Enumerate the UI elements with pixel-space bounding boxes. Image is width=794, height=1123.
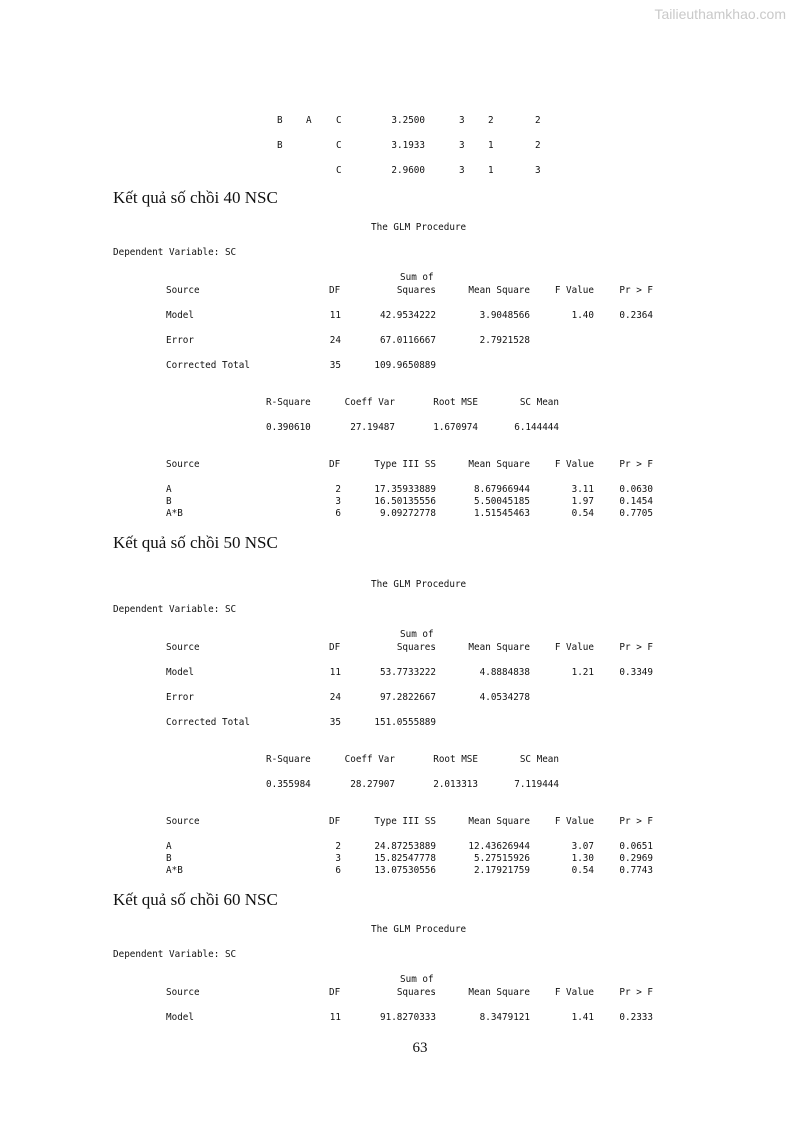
row-f: 1.30 <box>571 853 594 864</box>
group-trt: 2 <box>488 115 494 126</box>
col-sc-mean: SC Mean <box>519 754 559 765</box>
group-letter: A <box>306 115 312 126</box>
row-ss: 53.7733222 <box>380 667 436 678</box>
row-df: 2 <box>335 841 341 852</box>
col-df: DF <box>329 816 341 827</box>
page-number: 63 <box>412 1040 428 1056</box>
col-ss: Squares <box>396 642 436 653</box>
group-trt: 1 <box>488 165 494 176</box>
group-n: 3 <box>459 115 465 126</box>
col-p: Pr > F <box>619 459 653 470</box>
col-source: Source <box>166 285 200 296</box>
row-source: A <box>166 841 172 852</box>
group-n: 3 <box>459 140 465 151</box>
row-p: 0.3349 <box>619 667 653 678</box>
row-df: 35 <box>329 360 341 371</box>
row-ss: 42.9534222 <box>380 310 436 321</box>
row-ms: 5.50045185 <box>474 496 530 507</box>
col-f: F Value <box>554 816 594 827</box>
col-p: Pr > F <box>619 816 653 827</box>
row-ss: 91.8270333 <box>380 1012 436 1023</box>
col-f: F Value <box>554 459 594 470</box>
row-f: 0.54 <box>571 508 594 519</box>
group-rep: 2 <box>535 140 541 151</box>
group-rep: 2 <box>535 115 541 126</box>
row-f: 3.11 <box>571 484 594 495</box>
group-n: 3 <box>459 165 465 176</box>
row-source: A*B <box>166 865 183 876</box>
col-ms: Mean Square <box>468 987 530 998</box>
row-ms: 3.9048566 <box>479 310 530 321</box>
row-f: 1.97 <box>571 496 594 507</box>
col-sum-of: Sum of <box>400 629 434 640</box>
col-df: DF <box>329 642 341 653</box>
row-source: Error <box>166 335 194 346</box>
col-coeff-var: Coeff Var <box>344 397 395 408</box>
row-df: 35 <box>329 717 341 728</box>
row-ss: 109.9650889 <box>374 360 436 371</box>
val-coeff-var: 28.27907 <box>350 779 395 790</box>
section-heading: Kết quả số chồi 50 NSC <box>113 533 278 552</box>
col-df: DF <box>329 987 341 998</box>
row-f: 3.07 <box>571 841 594 852</box>
row-ss: 15.82547778 <box>374 853 436 864</box>
group-letter: B <box>277 140 283 151</box>
val-root-mse: 2.013313 <box>433 779 478 790</box>
row-df: 24 <box>329 692 341 703</box>
section-heading: Kết quả số chồi 40 NSC <box>113 188 278 207</box>
row-df: 11 <box>329 1012 341 1023</box>
procedure-title: The GLM Procedure <box>371 924 467 935</box>
row-p: 0.2364 <box>619 310 653 321</box>
row-df: 2 <box>335 484 341 495</box>
group-letter: C <box>336 165 342 176</box>
row-source: B <box>166 496 172 507</box>
row-p: 0.0630 <box>619 484 653 495</box>
col-source: Source <box>166 642 200 653</box>
row-ss: 13.07530556 <box>374 865 436 876</box>
row-ms: 12.43626944 <box>468 841 530 852</box>
dependent-variable: Dependent Variable: SC <box>113 604 237 615</box>
group-letter: B <box>277 115 283 126</box>
procedure-title: The GLM Procedure <box>371 222 467 233</box>
dependent-variable: Dependent Variable: SC <box>113 247 237 258</box>
col-p: Pr > F <box>619 285 653 296</box>
row-f: 0.54 <box>571 865 594 876</box>
val-rsquare: 0.390610 <box>266 422 311 433</box>
col-sum-of: Sum of <box>400 272 434 283</box>
row-source: Model <box>166 667 194 678</box>
group-letter: C <box>336 115 342 126</box>
group-letter: C <box>336 140 342 151</box>
group-mean: 2.9600 <box>391 165 425 176</box>
col-p: Pr > F <box>619 642 653 653</box>
row-df: 6 <box>335 508 341 519</box>
col-ms: Mean Square <box>468 816 530 827</box>
group-rep: 3 <box>535 165 541 176</box>
row-ms: 2.17921759 <box>474 865 530 876</box>
row-df: 3 <box>335 496 341 507</box>
watermark: Tailieuthamkhao.com <box>654 6 786 22</box>
row-ms: 2.7921528 <box>479 335 530 346</box>
col-ss: Type III SS <box>374 459 436 470</box>
col-f: F Value <box>554 642 594 653</box>
val-coeff-var: 27.19487 <box>350 422 395 433</box>
row-ss: 9.09272778 <box>380 508 436 519</box>
val-root-mse: 1.670974 <box>433 422 478 433</box>
col-sc-mean: SC Mean <box>519 397 559 408</box>
row-ss: 24.87253889 <box>374 841 436 852</box>
col-ms: Mean Square <box>468 459 530 470</box>
col-source: Source <box>166 816 200 827</box>
col-sum-of: Sum of <box>400 974 434 985</box>
row-source: A*B <box>166 508 183 519</box>
col-source: Source <box>166 987 200 998</box>
row-p: 0.2969 <box>619 853 653 864</box>
row-source: Model <box>166 1012 194 1023</box>
col-coeff-var: Coeff Var <box>344 754 395 765</box>
row-ss: 17.35933889 <box>374 484 436 495</box>
col-p: Pr > F <box>619 987 653 998</box>
col-rsquare: R-Square <box>266 397 311 408</box>
row-ms: 5.27515926 <box>474 853 530 864</box>
row-f: 1.40 <box>571 310 594 321</box>
row-ms: 4.0534278 <box>479 692 530 703</box>
row-ss: 97.2822667 <box>380 692 436 703</box>
row-p: 0.7705 <box>619 508 653 519</box>
section-heading: Kết quả số chồi 60 NSC <box>113 890 278 909</box>
group-mean: 3.2500 <box>391 115 425 126</box>
row-ms: 1.51545463 <box>474 508 530 519</box>
row-df: 11 <box>329 667 341 678</box>
group-mean: 3.1933 <box>391 140 425 151</box>
row-p: 0.1454 <box>619 496 653 507</box>
col-rsquare: R-Square <box>266 754 311 765</box>
col-ms: Mean Square <box>468 285 530 296</box>
col-ms: Mean Square <box>468 642 530 653</box>
val-sc-mean: 7.119444 <box>514 779 559 790</box>
col-source: Source <box>166 459 200 470</box>
row-df: 24 <box>329 335 341 346</box>
col-ss: Squares <box>396 987 436 998</box>
row-ss: 67.0116667 <box>380 335 436 346</box>
col-root-mse: Root MSE <box>433 754 478 765</box>
row-df: 3 <box>335 853 341 864</box>
val-sc-mean: 6.144444 <box>514 422 559 433</box>
col-ss: Type III SS <box>374 816 436 827</box>
col-f: F Value <box>554 285 594 296</box>
row-p: 0.7743 <box>619 865 653 876</box>
row-source: Error <box>166 692 194 703</box>
row-ss: 151.0555889 <box>374 717 436 728</box>
col-root-mse: Root MSE <box>433 397 478 408</box>
row-ms: 4.8884838 <box>479 667 530 678</box>
row-source: A <box>166 484 172 495</box>
dependent-variable: Dependent Variable: SC <box>113 949 237 960</box>
row-ss: 16.50135556 <box>374 496 436 507</box>
col-f: F Value <box>554 987 594 998</box>
row-p: 0.0651 <box>619 841 653 852</box>
row-df: 6 <box>335 865 341 876</box>
row-f: 1.41 <box>571 1012 594 1023</box>
row-source: Corrected Total <box>166 717 250 728</box>
row-ms: 8.3479121 <box>479 1012 530 1023</box>
group-trt: 1 <box>488 140 494 151</box>
row-source: Corrected Total <box>166 360 250 371</box>
row-source: Model <box>166 310 194 321</box>
col-df: DF <box>329 285 341 296</box>
row-f: 1.21 <box>571 667 594 678</box>
col-ss: Squares <box>396 285 436 296</box>
row-source: B <box>166 853 172 864</box>
procedure-title: The GLM Procedure <box>371 579 467 590</box>
val-rsquare: 0.355984 <box>266 779 311 790</box>
col-df: DF <box>329 459 341 470</box>
row-ms: 8.67966944 <box>474 484 530 495</box>
row-p: 0.2333 <box>619 1012 653 1023</box>
row-df: 11 <box>329 310 341 321</box>
